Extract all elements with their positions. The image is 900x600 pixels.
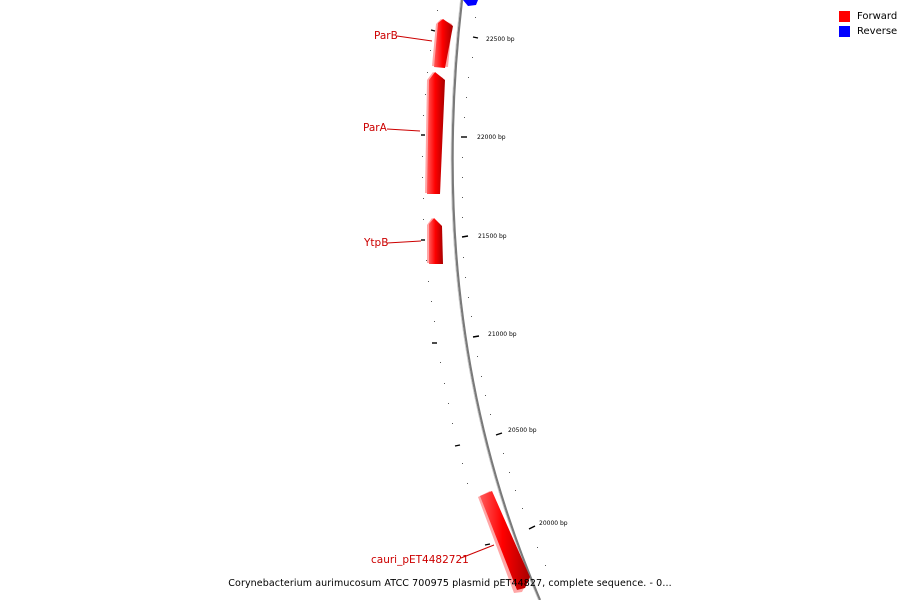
- gene-arrow[interactable]: [427, 72, 445, 194]
- bp-label: 20000 bp: [539, 520, 568, 527]
- major-tick: [529, 526, 535, 529]
- ruler-tick: [423, 115, 424, 116]
- ruler-tick: [468, 297, 469, 298]
- ruler-tick: [422, 156, 423, 157]
- ruler-tick: [430, 50, 431, 51]
- ruler-tick: [437, 10, 438, 11]
- ruler-tick: [468, 77, 469, 78]
- bp-label: 22500 bp: [486, 36, 515, 43]
- major-tick: [462, 236, 468, 237]
- ruler-tick: [422, 177, 423, 178]
- major-tick: [431, 30, 435, 31]
- ruler-tick: [425, 94, 426, 95]
- gene-label-para[interactable]: ParA: [363, 122, 387, 134]
- legend-label: Forward: [857, 11, 898, 22]
- bp-label: 22000 bp: [477, 134, 506, 141]
- ruler-tick: [440, 362, 441, 363]
- major-tick: [455, 445, 460, 446]
- ruler-tick: [462, 463, 463, 464]
- ruler-tick: [434, 321, 435, 322]
- ruler-tick: [467, 483, 468, 484]
- gene-ytpb[interactable]: [427, 218, 443, 264]
- ruler-tick: [426, 260, 427, 261]
- ruler-tick: [427, 72, 428, 73]
- ruler-tick: [490, 414, 491, 415]
- outer-major-ticks: [461, 37, 535, 529]
- ruler-tick: [515, 490, 516, 491]
- ruler-tick: [475, 17, 476, 18]
- legend-label: Reverse: [857, 26, 898, 37]
- ruler-tick: [481, 376, 482, 377]
- outer-ruler: [462, 17, 546, 566]
- ruler-tick: [465, 277, 466, 278]
- major-tick: [485, 544, 490, 545]
- ruler-tick: [537, 547, 538, 548]
- ruler-tick: [428, 281, 429, 282]
- ruler-tick: [466, 97, 467, 98]
- gene-arrow[interactable]: [429, 218, 443, 264]
- ruler-tick: [462, 217, 463, 218]
- ruler-tick: [545, 565, 546, 566]
- gene-parb[interactable]: [432, 19, 453, 68]
- major-tick: [473, 336, 479, 337]
- legend-item-forward: [839, 9, 897, 24]
- gene-label-parb[interactable]: ParB: [374, 30, 398, 42]
- ruler-tick: [444, 383, 445, 384]
- reverse-feature[interactable]: [463, 0, 478, 6]
- ruler-tick: [462, 197, 463, 198]
- legend: [839, 9, 897, 39]
- ruler-tick: [423, 219, 424, 220]
- gene-label-cauri-pet4482721[interactable]: cauri_pET4482721: [371, 554, 469, 566]
- ruler-tick: [463, 257, 464, 258]
- bp-label: 20500 bp: [508, 427, 537, 434]
- map-caption: Corynebacterium aurimucosum ATCC 700975 plasmid pET44827, complete sequence. - 0...: [228, 578, 672, 589]
- legend-item-reverse: [839, 24, 897, 39]
- ruler-tick: [464, 117, 465, 118]
- ruler-tick: [509, 472, 510, 473]
- label-leader-line: [397, 36, 432, 41]
- ruler-tick: [423, 198, 424, 199]
- major-tick: [496, 433, 502, 435]
- ruler-tick: [462, 177, 463, 178]
- bp-label: 21500 bp: [478, 233, 507, 240]
- ruler-tick: [431, 301, 432, 302]
- label-leader-line: [387, 241, 421, 243]
- ruler-tick: [485, 395, 486, 396]
- ruler-tick: [472, 57, 473, 58]
- ruler-tick: [452, 423, 453, 424]
- ruler-tick: [471, 316, 472, 317]
- gene-label-ytpb[interactable]: YtpB: [364, 237, 389, 249]
- ruler-tick: [462, 157, 463, 158]
- label-leader-line: [387, 129, 420, 131]
- gene-para[interactable]: [425, 72, 445, 194]
- ruler-tick: [477, 356, 478, 357]
- forward-swatch: [839, 11, 850, 22]
- reverse-swatch: [839, 26, 850, 37]
- ruler-tick: [503, 453, 504, 454]
- ruler-tick: [522, 508, 523, 509]
- bp-label: 21000 bp: [488, 331, 517, 338]
- major-tick: [473, 37, 478, 38]
- ruler-tick: [448, 403, 449, 404]
